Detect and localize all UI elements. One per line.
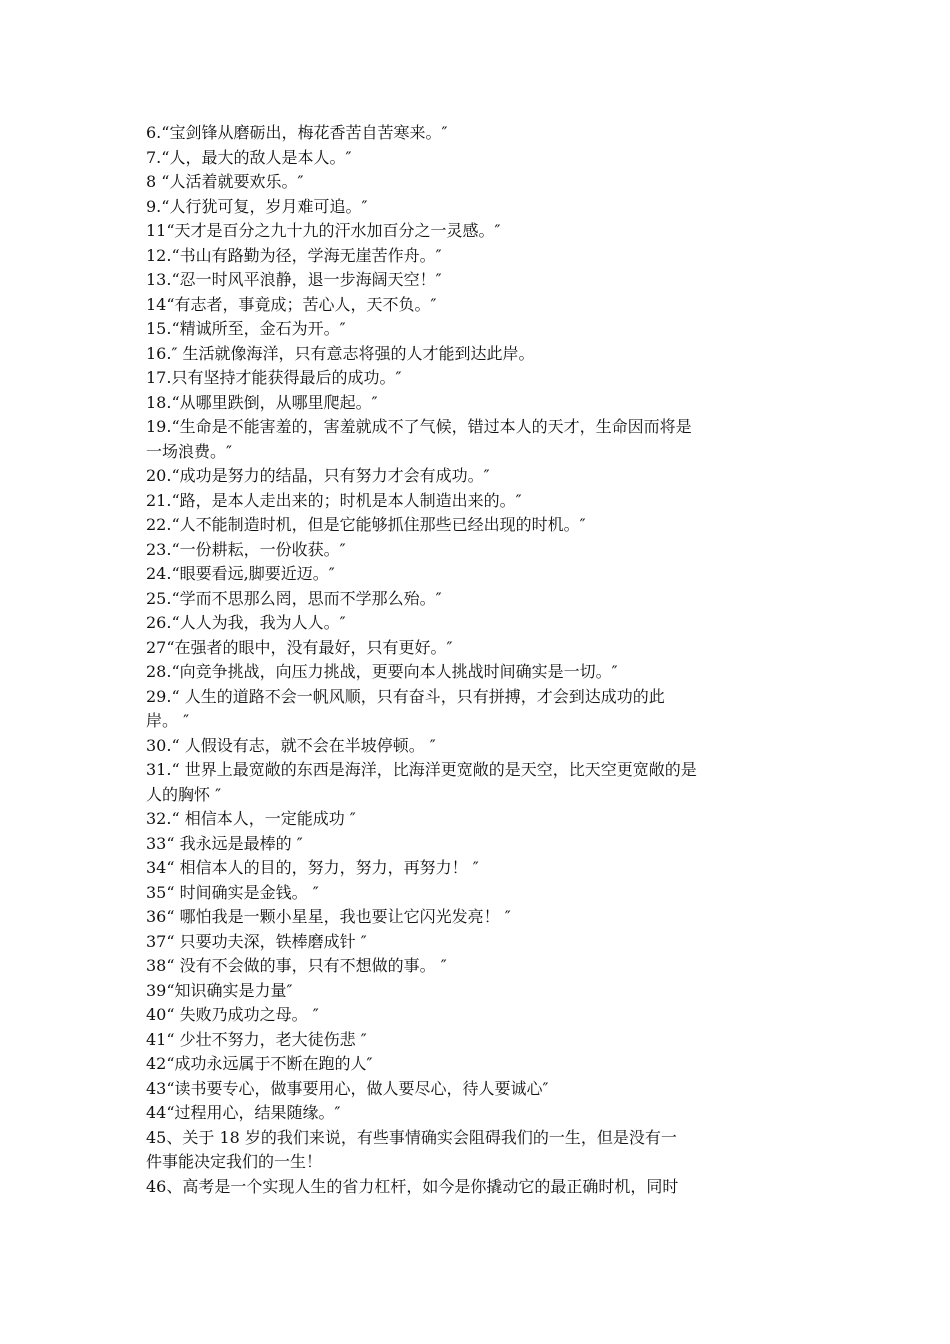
text-line: 21.“路，是本人走出来的；时机是本人制造出来的。″ — [146, 490, 522, 510]
text-line: 人的胸怀 ″ — [146, 784, 222, 804]
text-line: 34“ 相信本人的目的，努力，努力，再努力！ ″ — [146, 858, 479, 877]
text-line: 9.“人行犹可复，岁月难可追。″ — [146, 196, 368, 216]
text-line: 25.“学而不思那么罔，思而不学那么殆。″ — [146, 588, 442, 608]
text-line: 38“ 没有不会做的事，只有不想做的事。 ″ — [146, 956, 447, 975]
text-line: 14“有志者，事竟成；苦心人，天不负。″ — [146, 294, 437, 314]
text-line: 29.“ 人生的道路不会一帆风顺，只有奋斗，只有拼搏，才会到达成功的此 — [146, 686, 665, 706]
text-line: 6.“宝剑锋从磨砺出，梅花香苦自苦寒来。″ — [146, 123, 448, 142]
text-line: 18.“从哪里跌倒，从哪里爬起。″ — [146, 392, 378, 412]
text-line: 17.只有坚持才能获得最后的成功。″ — [146, 368, 402, 387]
text-line: 36“ 哪怕我是一颗小星星，我也要让它闪光发亮！ ″ — [146, 907, 511, 926]
text-line: 12.“书山有路勤为径，学海无崖苦作舟。″ — [146, 245, 442, 265]
text-line: 8 “人活着就要欢乐。″ — [146, 172, 304, 191]
text-line: 20.“成功是努力的结晶，只有努力才会有成功。″ — [146, 466, 490, 485]
text-line: 23.“一份耕耘，一份收获。″ — [146, 539, 346, 559]
text-line: 30.“ 人假设有志，就不会在半坡停顿。 ″ — [146, 735, 436, 755]
text-line: 27“在强者的眼中，没有最好，只有更好。″ — [146, 637, 453, 657]
text-line: 件事能决定我们的一生！ — [146, 1152, 323, 1171]
text-line: 35“ 时间确实是金钱。 ″ — [146, 882, 319, 902]
text-line: 39“知识确实是力量″ — [146, 980, 293, 1000]
text-line: 37“ 只要功夫深，铁棒磨成针 ″ — [146, 931, 367, 951]
text-line: 40“ 失败乃成功之母。 ″ — [146, 1005, 319, 1024]
text-line: 43“读书要专心，做事要用心，做人要尽心，待人要诚心″ — [146, 1078, 549, 1098]
text-line: 26.“人人为我，我为人人。″ — [146, 613, 346, 632]
text-line: 15.“精诚所至，金石为开。″ — [146, 319, 346, 338]
text-line: 44“过程用心，结果随缘。″ — [146, 1103, 341, 1122]
text-line: 32.“ 相信本人，一定能成功 ″ — [146, 809, 356, 828]
text-line: 33“ 我永远是最棒的 ″ — [146, 833, 303, 853]
text-line: 31.“ 世界上最宽敞的东西是海洋，比海洋更宽敞的是天空，比天空更宽敞的是 — [146, 760, 697, 779]
text-line: 11“天才是百分之九十九的汗水加百分之一灵感。″ — [146, 221, 501, 240]
text-line: 16.″ 生活就像海洋，只有意志将强的人才能到达此岸。 — [146, 343, 535, 363]
text-line: 岸。 ″ — [146, 711, 190, 730]
text-line: 13.“忍一时风平浪静，退一步海阔天空！″ — [146, 270, 442, 289]
text-line: 一场浪费。″ — [146, 441, 232, 461]
text-line: 41“ 少壮不努力，老大徒伤悲 ″ — [146, 1029, 367, 1049]
text-line: 28.“向竞争挑战，向压力挑战，更要向本人挑战时间确实是一切。″ — [146, 662, 618, 681]
text-line: 45、关于 18 岁的我们来说，有些事情确实会阻碍我们的一生，但是没有一 — [146, 1127, 677, 1147]
text-line: 7.“人，最大的敌人是本人。″ — [146, 147, 352, 167]
document-body — [146, 121, 806, 1199]
text-line: 46、高考是一个实现人生的省力杠杆，如今是你撬动它的最正确时机，同时 — [146, 1176, 679, 1196]
text-line: 19.“生命是不能害羞的，害羞就成不了气候，错过本人的天才，生命因而将是 — [146, 417, 692, 436]
text-line: 22.“人不能制造时机，但是它能够抓住那些已经出现的时机。″ — [146, 515, 586, 534]
text-line: 42“成功永远属于不断在跑的人″ — [146, 1054, 373, 1073]
text-line: 24.“眼要看远,脚要近迈。″ — [146, 564, 335, 583]
